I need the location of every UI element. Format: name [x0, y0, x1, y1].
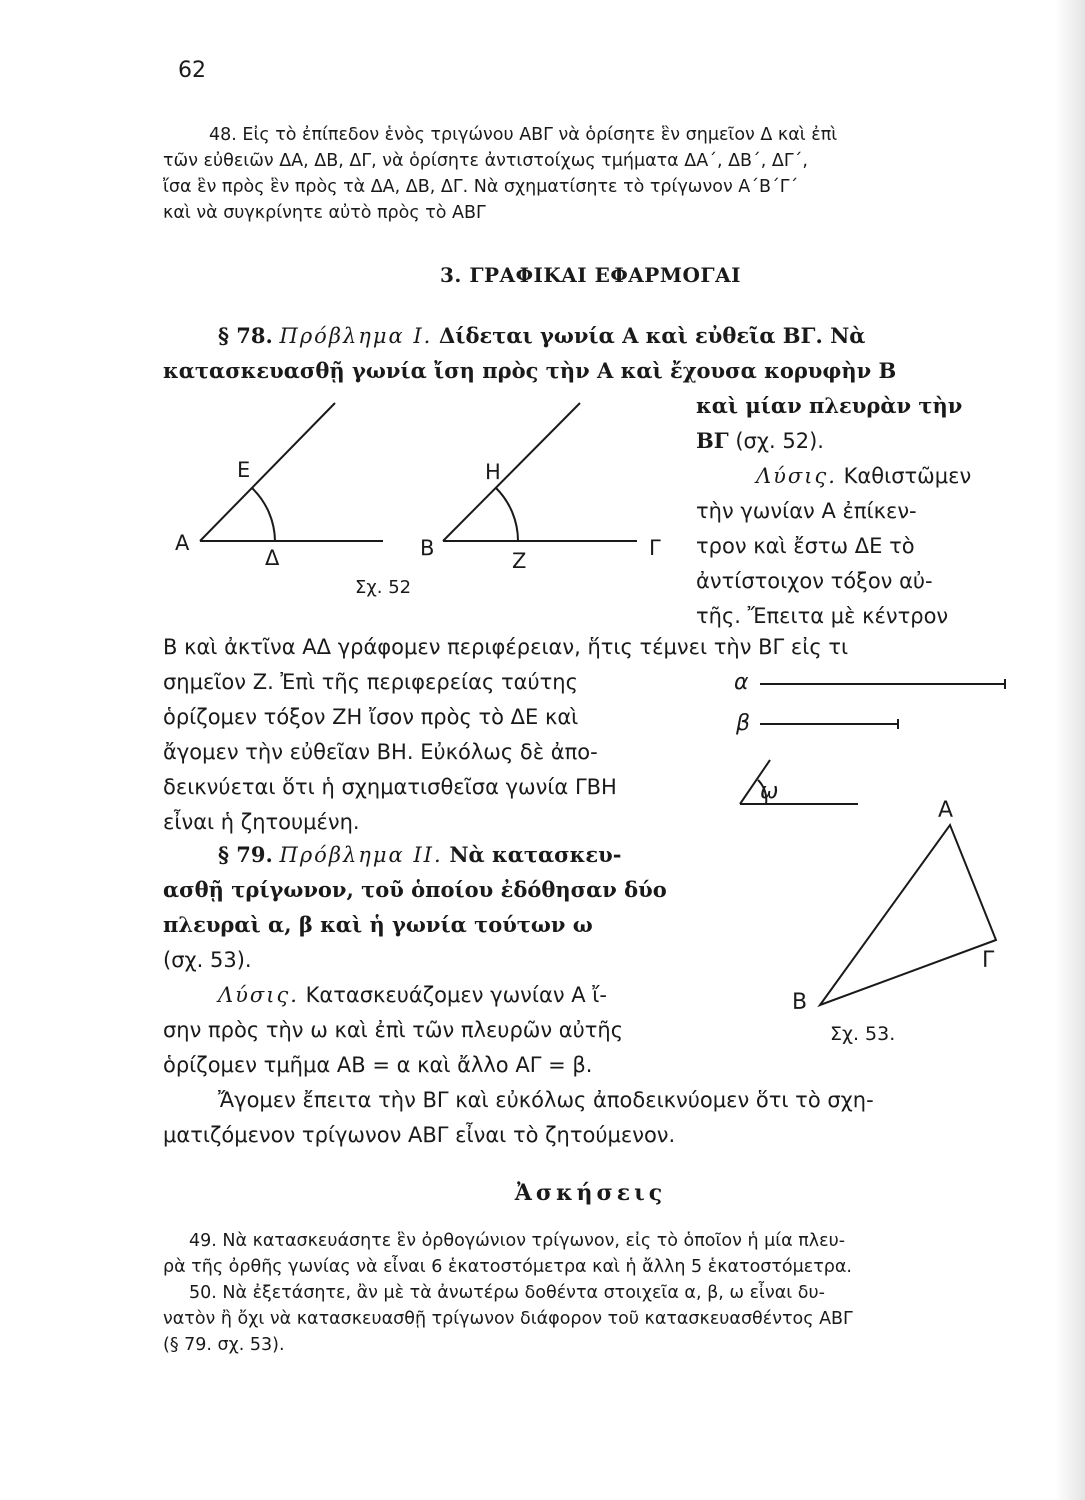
label-d: Δ — [265, 546, 280, 570]
problem-78-label: Πρόβλημα Ι. — [279, 324, 433, 348]
ray-ae — [200, 403, 335, 541]
exercise-50-line: (§ 79. σχ. 53). — [163, 1335, 285, 1355]
exercise-49-line: ρὰ τῆς ὀρθῆς γωνίας νὰ εἶναι 6 ἑκατοστόμετρα καὶ ἡ ἄλλη 5 ἑκατοστόμετρα. — [163, 1257, 852, 1277]
figure-52-caption: Σχ. 52 — [355, 577, 412, 598]
solution-78-line-4: ἀντίστοιχον τόξον αὐ- — [696, 569, 933, 593]
exercises-list — [163, 1228, 1018, 1358]
problem-79-title-line-3: πλευραὶ α, β καὶ ἡ γωνία τούτων ω — [163, 912, 593, 937]
ray-bh — [443, 403, 580, 541]
solution-78-line-8: ὁρίζομεν τόξον ΖΗ ἴσον πρὸς τὸ ΔΕ καὶ — [163, 705, 579, 729]
figure-52 — [165, 395, 685, 605]
exercise-48-line: 48. Εἰς τὸ ἐπίπεδον ἑνὸς τριγώνου ΑΒΓ νὰ ὁρίσητε ἓν σημεῖον Δ καὶ ἐπὶ — [209, 125, 838, 145]
solution-79-text: Κατασκευάζομεν γωνίαν Α ἴ- — [305, 983, 607, 1007]
solution-78-line-1 — [756, 459, 971, 493]
solution-79-line-4: Ἄγομεν ἔπειτα τὴν ΒΓ καὶ εὐκόλως ἀποδεικνύομεν ὅτι τὸ σχη- — [218, 1088, 874, 1112]
solution-78-line-7: σημεῖον Ζ. Ἐπὶ τῆς περιφερείας ταύτης — [163, 670, 578, 694]
solution-78-line-11: εἶναι ἡ ζητουμένη. — [163, 810, 360, 834]
solution-79-label: Λύσις. — [218, 983, 299, 1007]
label-h: Η — [485, 460, 501, 484]
problem-79-title-a: Νὰ κατασκευ- — [449, 842, 622, 867]
problem-79-label: Πρόβλημα ΙΙ. — [279, 843, 443, 867]
exercises-title: Ἀσκήσεις — [514, 1180, 667, 1206]
page-number: 62 — [178, 58, 206, 83]
solution-78-line-5: τῆς. Ἔπειτα μὲ κέντρον — [696, 604, 949, 628]
segment-bg: ΒΓ — [696, 428, 729, 453]
label-beta: β — [736, 711, 751, 736]
label-b: Β — [420, 536, 435, 560]
problem-78-title-line-1 — [218, 319, 865, 353]
solution-78-label: Λύσις. — [756, 464, 837, 488]
solution-78-line-3: τρον καὶ ἔστω ΔΕ τὸ — [696, 534, 915, 558]
exercise-50-line: νατὸν ἢ ὄχι νὰ κατασκευασθῇ τρίγωνον διάφορον τοῦ κατασκευασθέντος ΑΒΓ — [163, 1309, 853, 1329]
solution-79-line-1 — [218, 978, 607, 1012]
label-g: Γ — [649, 536, 661, 560]
label-g: Γ — [982, 948, 995, 973]
solution-79-line-5: ματιζόμενον τρίγωνον ΑΒΓ εἶναι τὸ ζητούμενον. — [163, 1123, 676, 1147]
section-79-number: § 79. — [218, 842, 273, 867]
solution-78-line-6: Β καὶ ἀκτῖνα ΑΔ γράφομεν περιφέρειαν, ἥτις τέμνει τὴν ΒΓ εἰς τι — [163, 635, 849, 659]
problem-78-title-a: Δίδεται γωνία Α καὶ εὐθεῖα ΒΓ. Νὰ — [439, 323, 866, 348]
figure-53 — [760, 795, 1020, 1045]
exercise-48-line: τῶν εὐθειῶν ΔΑ, ΔΒ, ΔΓ, νὰ ὁρίσητε ἀντιστοίχως τμήματα ΔΑ΄, ΔΒ΄, ΔΓ΄, — [163, 151, 808, 171]
solution-79-line-3: ὁρίζομεν τμῆμα ΑΒ = α καὶ ἄλλο ΑΓ = β. — [163, 1053, 593, 1077]
exercise-48 — [163, 122, 1018, 226]
page-edge-shadow — [1055, 0, 1085, 1500]
label-e: Ε — [237, 458, 251, 482]
solution-78-line-10: δεικνύεται ὅτι ἡ σχηματισθεῖσα γωνία ΓΒΗ — [163, 775, 617, 799]
problem-78-title-line-3: καὶ μίαν πλευρὰν τὴν — [696, 393, 963, 418]
exercise-49-line: 49. Νὰ κατασκευάσητε ἓν ὀρθογώνιον τρίγωνον, εἰς τὸ ὁποῖον ἡ μία πλευ- — [189, 1231, 846, 1251]
label-z: Ζ — [512, 549, 527, 573]
triangle-abg — [820, 825, 996, 1005]
problem-78-title-line-4 — [696, 424, 824, 458]
label-alpha: α — [734, 670, 749, 695]
label-omega: ω — [760, 779, 779, 804]
figure-53-ref: (σχ. 53). — [163, 948, 252, 972]
label-b: Β — [792, 990, 808, 1015]
arc-zh — [496, 488, 518, 541]
section-78-number: § 78. — [218, 323, 273, 348]
exercise-48-line: ἴσα ἓν πρὸς ἓν πρὸς τὰ ΔΑ, ΔΒ, ΔΓ. Νὰ σχηματίσητε τὸ τρίγωνον Α΄Β΄Γ΄ — [163, 177, 799, 197]
exercise-50-line: 50. Νὰ ἐξετάσητε, ἂν μὲ τὰ ἀνωτέρω δοθέντα στοιχεῖα α, β, ω εἶναι δυ- — [189, 1283, 825, 1303]
arc-de — [252, 488, 275, 541]
solution-79-line-2: σην πρὸς τὴν ω καὶ ἐπὶ τῶν πλευρῶν αὐτῆς — [163, 1018, 624, 1042]
label-a: Α — [175, 531, 190, 555]
given-elements — [730, 662, 1020, 812]
solution-78-line-9: ἄγομεν τὴν εὐθεῖαν ΒΗ. Εὐκόλως δὲ ἀπο- — [163, 740, 598, 764]
solution-78-line-2: τὴν γωνίαν Α ἐπίκεν- — [696, 499, 917, 523]
figure-52-ref: (σχ. 52). — [735, 429, 824, 453]
section-heading: 3. ΓΡΑΦΙΚΑΙ ΕΦΑΡΜΟΓΑΙ — [440, 263, 741, 287]
problem-78-title-line-2: κατασκευασθῇ γωνία ἴση πρὸς τὴν Α καὶ ἔχουσα κορυφὴν Β — [163, 358, 897, 383]
solution-78-text: Καθιστῶμεν — [843, 464, 972, 488]
problem-79-title-line-1 — [218, 838, 621, 872]
label-a: Α — [938, 798, 954, 823]
figure-53-caption: Σχ. 53. — [830, 1023, 896, 1045]
exercise-48-line: καὶ νὰ συγκρίνητε αὐτὸ πρὸς τὸ ΑΒΓ — [163, 203, 486, 223]
problem-79-title-line-2: ασθῇ τρίγωνον, τοῦ ὁποίου ἐδόθησαν δύο — [163, 877, 667, 902]
